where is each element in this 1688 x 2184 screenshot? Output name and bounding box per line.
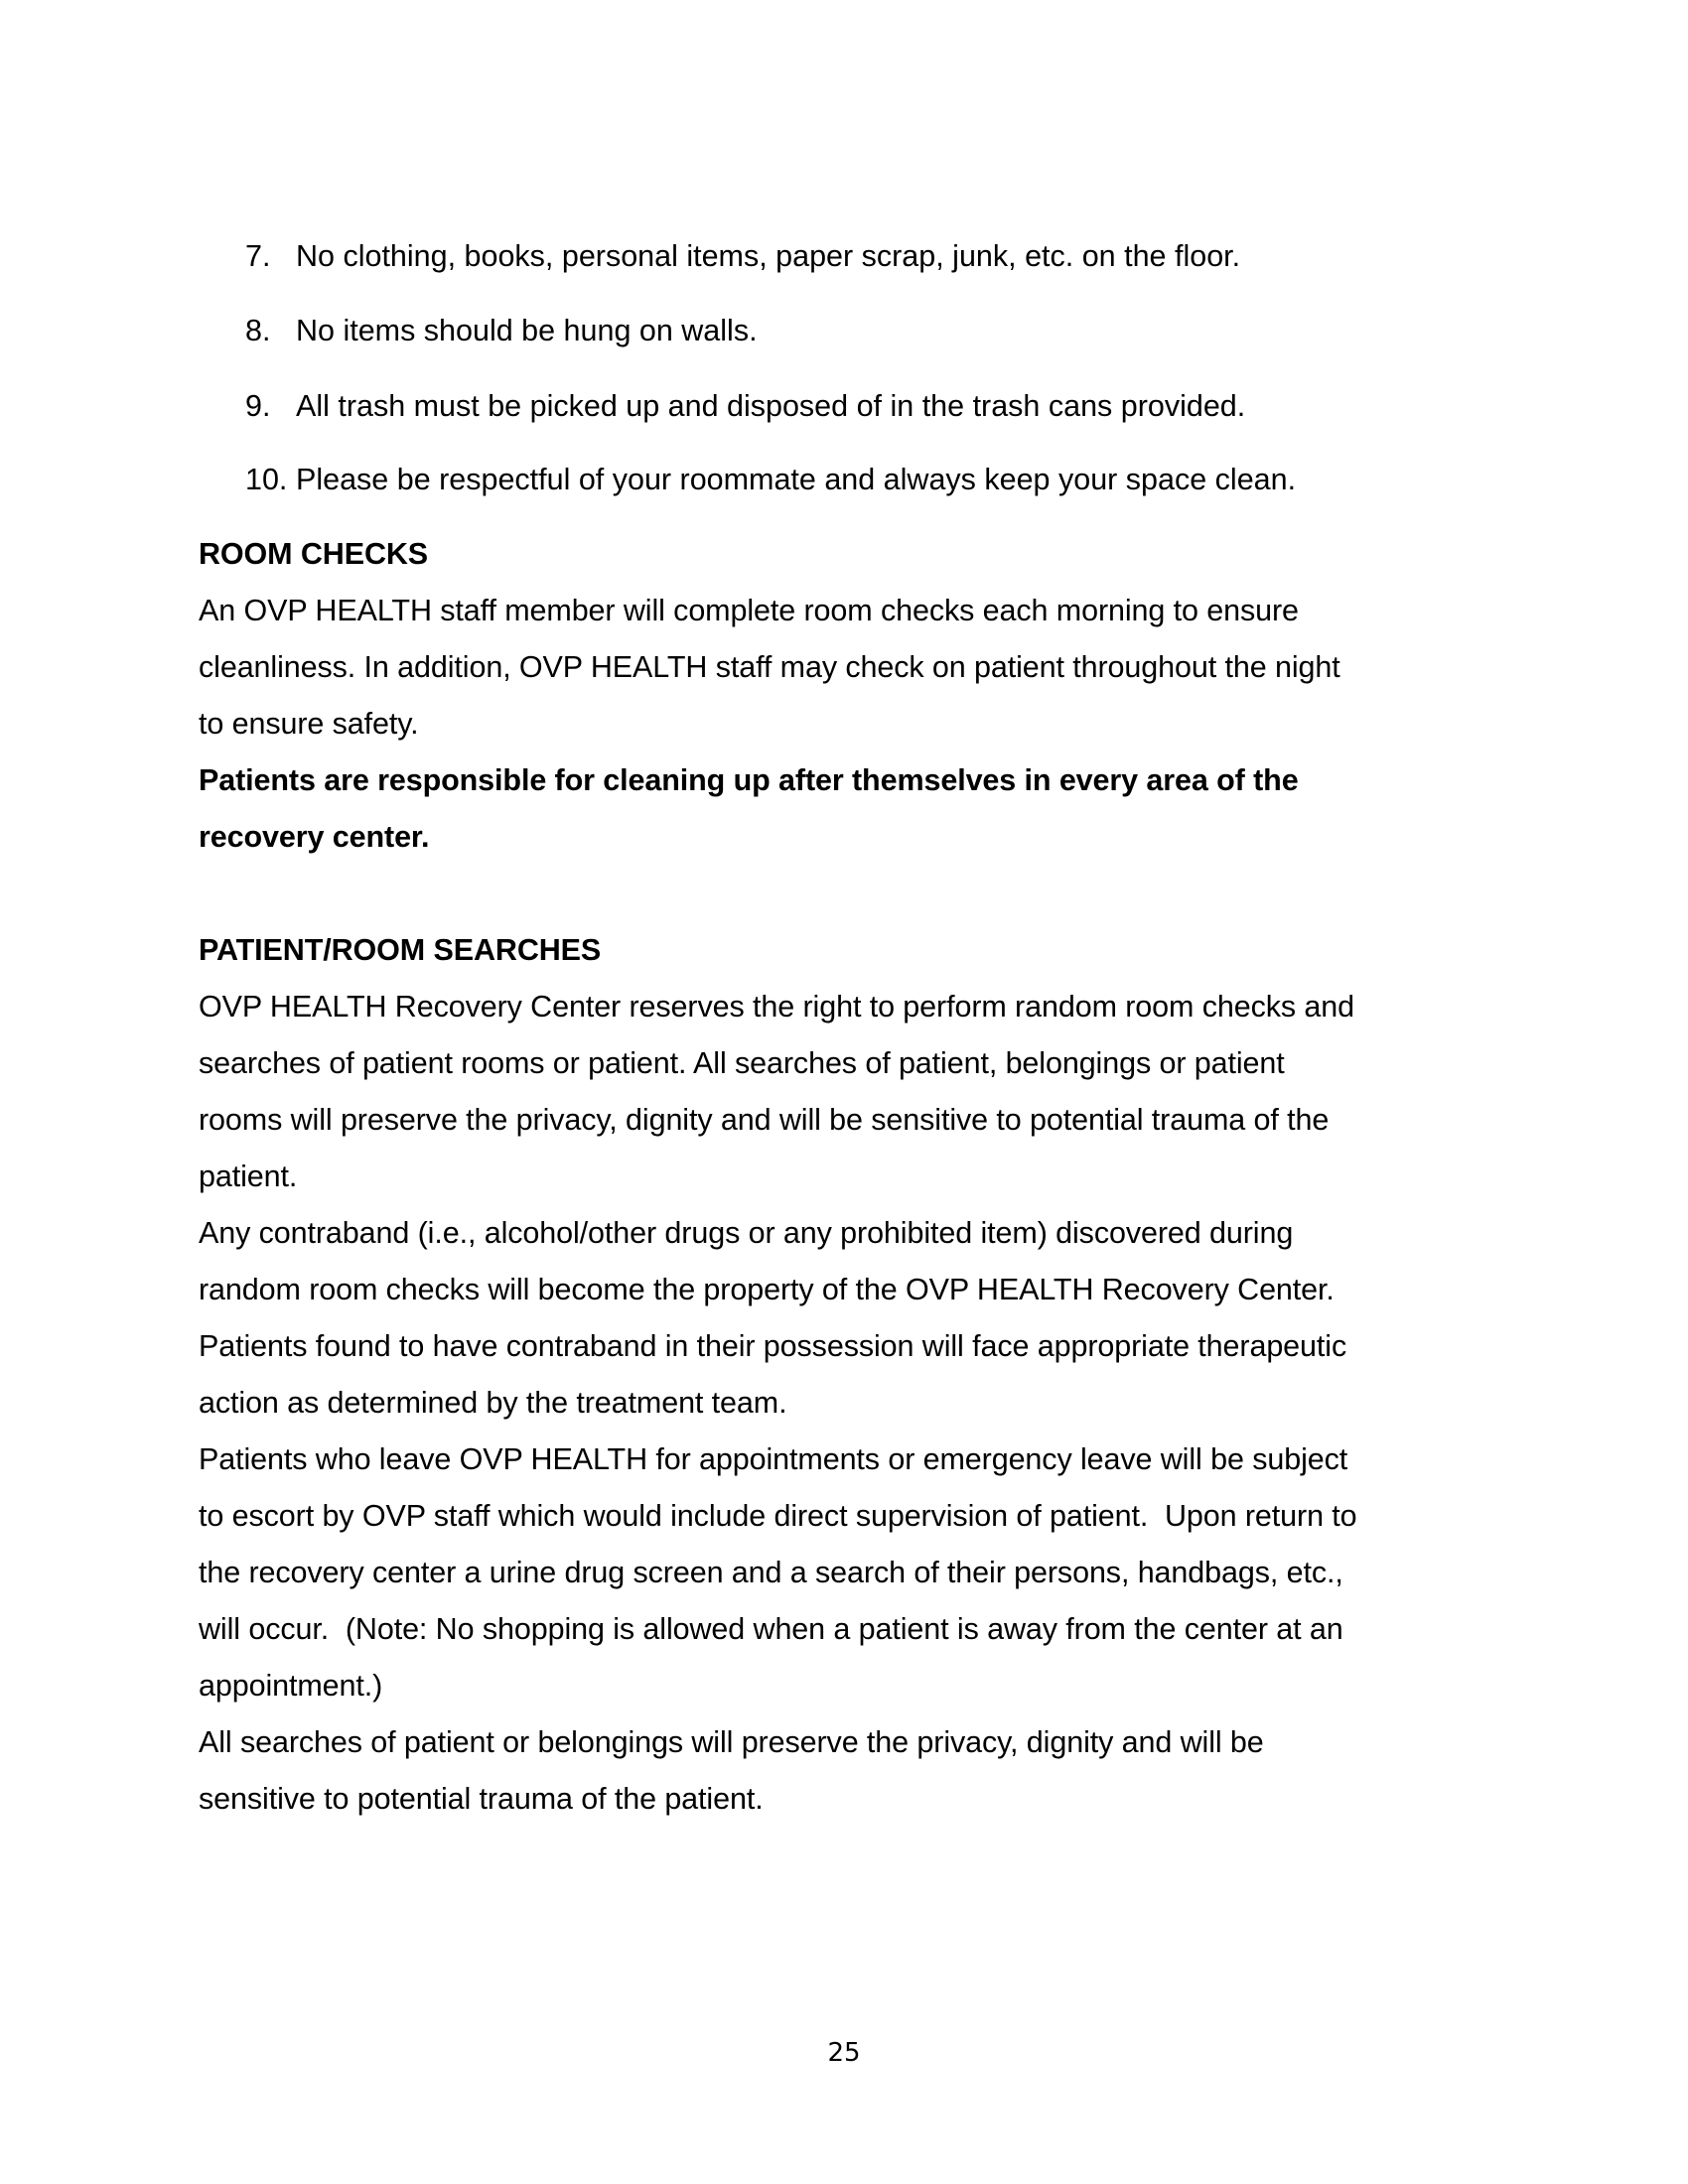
paragraph-line: to escort by OVP staff which would include direct supervision of patient. Upon return to (199, 1499, 1357, 1533)
paragraph-line: cleanliness. In addition, OVP HEALTH staff may check on patient throughout the night (199, 650, 1340, 684)
paragraph-line: will occur. (Note: No shopping is allowed when a patient is away from the center at an (199, 1612, 1343, 1646)
paragraph-line: patient. (199, 1160, 298, 1193)
list-item-number: 7. (245, 239, 271, 273)
paragraph-line: An OVP HEALTH staff member will complete room checks each morning to ensure (199, 594, 1299, 627)
bold-notice-line: Patients are responsible for cleaning up after themselves in every area of the (199, 763, 1299, 797)
list-item-number: 8. (245, 314, 271, 347)
paragraph-line: OVP HEALTH Recovery Center reserves the right to perform random room checks and (199, 990, 1354, 1024)
paragraph-line: sensitive to potential trauma of the patient. (199, 1782, 764, 1816)
list-item-number: 9. (245, 389, 271, 423)
paragraph-line: searches of patient rooms or patient. All searches of patient, belongings or patient (199, 1046, 1285, 1080)
paragraph-line: to ensure safety. (199, 707, 419, 741)
paragraph-line: Patients found to have contraband in their possession will face appropriate therapeutic (199, 1329, 1347, 1363)
paragraph-line: Patients who leave OVP HEALTH for appointments or emergency leave will be subject (199, 1442, 1348, 1476)
paragraph-line: the recovery center a urine drug screen and a search of their persons, handbags, etc., (199, 1556, 1343, 1589)
paragraph-line: Any contraband (i.e., alcohol/other drugs or any prohibited item) discovered during (199, 1216, 1294, 1250)
list-item-text: No clothing, books, personal items, paper scrap, junk, etc. on the floor. (296, 239, 1241, 273)
paragraph-line: action as determined by the treatment team. (199, 1386, 787, 1420)
paragraph-line: rooms will preserve the privacy, dignity and will be sensitive to potential trauma of the (199, 1103, 1330, 1137)
list-item-text: All trash must be picked up and disposed of in the trash cans provided. (296, 389, 1246, 423)
bold-notice-line: recovery center. (199, 820, 430, 854)
list-item-text: No items should be hung on walls. (296, 314, 758, 347)
paragraph-line: appointment.) (199, 1669, 383, 1703)
section-heading-searches: PATIENT/ROOM SEARCHES (199, 933, 602, 967)
paragraph-line: random room checks will become the property of the OVP HEALTH Recovery Center. (199, 1273, 1335, 1306)
list-item-number: 10. (245, 463, 288, 496)
paragraph-line: All searches of patient or belongings will preserve the privacy, dignity and will be (199, 1725, 1264, 1759)
section-heading-room-checks: ROOM CHECKS (199, 537, 429, 571)
list-item-text: Please be respectful of your roommate and always keep your space clean. (296, 463, 1297, 496)
page-number: 25 (827, 2038, 861, 2068)
